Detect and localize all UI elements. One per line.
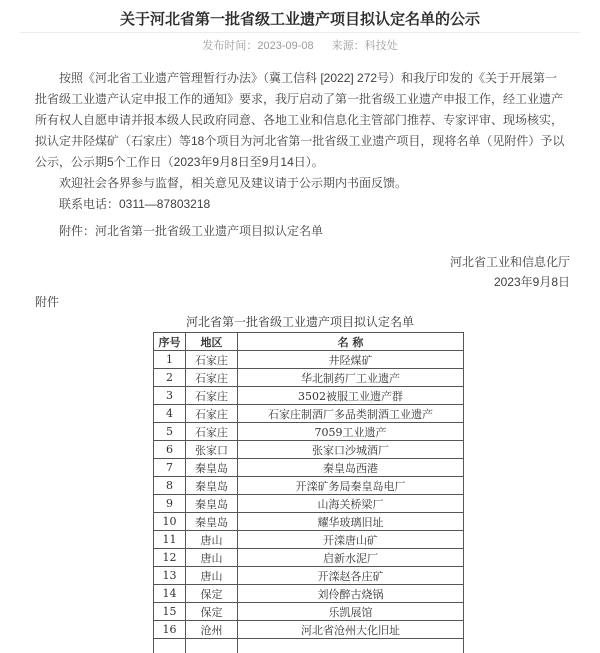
table-row <box>154 441 464 459</box>
publish-time-label: 发布时间： <box>202 40 257 52</box>
cell-no: 8 <box>154 477 186 495</box>
header-cell-no: 序号 <box>154 333 186 351</box>
article-body <box>35 68 565 242</box>
article-meta <box>0 39 600 53</box>
heritage-table <box>153 332 464 653</box>
cell-no: 2 <box>154 369 186 387</box>
cell-name: 开滦矿务局秦皇岛电厂 <box>238 477 464 495</box>
cell-no: 15 <box>154 603 186 621</box>
signature-date: 2023年9月8日 <box>0 272 570 292</box>
cell-region: 秦皇岛 <box>186 477 238 495</box>
table-row <box>154 387 464 405</box>
table-row <box>154 585 464 603</box>
cell-no: 16 <box>154 621 186 639</box>
cell-no: 14 <box>154 585 186 603</box>
cell-region: 唐山 <box>186 531 238 549</box>
cell-region: 石家庄 <box>186 405 238 423</box>
table-body <box>154 351 464 653</box>
table-row <box>154 621 464 639</box>
table-row <box>154 423 464 441</box>
cell-name: 秦皇岛西港 <box>238 459 464 477</box>
table-row <box>154 513 464 531</box>
cell-region: 石家庄 <box>186 423 238 441</box>
cell-empty <box>238 639 464 653</box>
cell-no: 12 <box>154 549 186 567</box>
cell-region: 沧州 <box>186 621 238 639</box>
cell-no: 3 <box>154 387 186 405</box>
cell-region: 保定 <box>186 603 238 621</box>
table-title: 河北省第一批省级工业遗产项目拟认定名单 <box>0 312 600 332</box>
paragraph-feedback: 欢迎社会各界参与监督，相关意见及建议请于公示期内书面反馈。 <box>35 173 565 194</box>
cell-region: 张家口 <box>186 441 238 459</box>
cell-name: 启新水泥厂 <box>238 549 464 567</box>
cell-name: 刘伶醉古烧锅 <box>238 585 464 603</box>
table-row <box>154 531 464 549</box>
cell-name: 山海关桥梁厂 <box>238 495 464 513</box>
table-row <box>154 369 464 387</box>
cell-no: 10 <box>154 513 186 531</box>
cell-name: 7059工业遗产 <box>238 423 464 441</box>
cell-region: 唐山 <box>186 567 238 585</box>
publish-time-value: 2023-09-08 <box>257 40 313 52</box>
signature-org: 河北省工业和信息化厅 <box>0 252 570 272</box>
cell-empty <box>154 639 186 653</box>
cell-name: 张家口沙城酒厂 <box>238 441 464 459</box>
cell-region: 秦皇岛 <box>186 513 238 531</box>
cell-name: 石家庄制酒厂多品类制酒工业遗产 <box>238 405 464 423</box>
table-header-row <box>154 333 464 351</box>
cell-region: 秦皇岛 <box>186 459 238 477</box>
cell-no: 7 <box>154 459 186 477</box>
cell-name: 3502被服工业遗产群 <box>238 387 464 405</box>
page-title: 关于河北省第一批省级工业遗产项目拟认定名单的公示 <box>0 0 600 30</box>
cell-no: 13 <box>154 567 186 585</box>
cell-name: 耀华玻璃旧址 <box>238 513 464 531</box>
table-row <box>154 603 464 621</box>
cell-region: 保定 <box>186 585 238 603</box>
cell-no: 1 <box>154 351 186 369</box>
source-label: 来源： <box>332 40 365 52</box>
table-row <box>154 549 464 567</box>
attachment-line: 附件：河北省第一批省级工业遗产项目拟认定名单 <box>35 221 565 242</box>
table-row <box>154 405 464 423</box>
cell-name: 开滦唐山矿 <box>238 531 464 549</box>
cell-no: 5 <box>154 423 186 441</box>
cell-no: 4 <box>154 405 186 423</box>
cell-name: 华北制药厂工业遗产 <box>238 369 464 387</box>
contact-line: 联系电话：0311—87803218 <box>35 194 565 215</box>
cell-name: 乐凯展馆 <box>238 603 464 621</box>
cell-region: 唐山 <box>186 549 238 567</box>
cell-name: 井陉煤矿 <box>238 351 464 369</box>
header-cell-name: 名 称 <box>238 333 464 351</box>
header-cell-region: 地区 <box>186 333 238 351</box>
table-row <box>154 351 464 369</box>
attachment-label: 附件 <box>35 292 600 312</box>
cell-no: 9 <box>154 495 186 513</box>
table-row <box>154 495 464 513</box>
cell-region: 石家庄 <box>186 387 238 405</box>
signature-block <box>0 252 570 292</box>
table-row-partial <box>154 639 464 653</box>
table-row <box>154 459 464 477</box>
cell-region: 石家庄 <box>186 351 238 369</box>
table-row <box>154 477 464 495</box>
cell-name: 河北省沧州大化旧址 <box>238 621 464 639</box>
source-value: 科技处 <box>365 40 398 52</box>
cell-empty <box>186 639 238 653</box>
cell-no: 6 <box>154 441 186 459</box>
cell-region: 秦皇岛 <box>186 495 238 513</box>
paragraph-main: 按照《河北省工业遗产管理暂行办法》（冀工信科 [2022] 272号）和我厅印发的《关于开展第一批省级工业遗产认定申报工作的通知》要求，我厅启动了第一批省级工业遗产申报工作，经工业遗产所有权人自愿申请并报本级人民政府同意、各地工业和信息化主管部门推荐、专家评审、现场核实，拟认定井陉煤矿（石家庄）等18个项目为河北省第一批省级工业遗产项目，现将名单（见附件）予以公示，公示期5个工作日（2023年9月8日至9月14日）。 <box>35 68 565 173</box>
cell-region: 石家庄 <box>186 369 238 387</box>
cell-name: 开滦赵各庄矿 <box>238 567 464 585</box>
table-row <box>154 567 464 585</box>
cell-no: 11 <box>154 531 186 549</box>
title-divider <box>20 32 580 33</box>
